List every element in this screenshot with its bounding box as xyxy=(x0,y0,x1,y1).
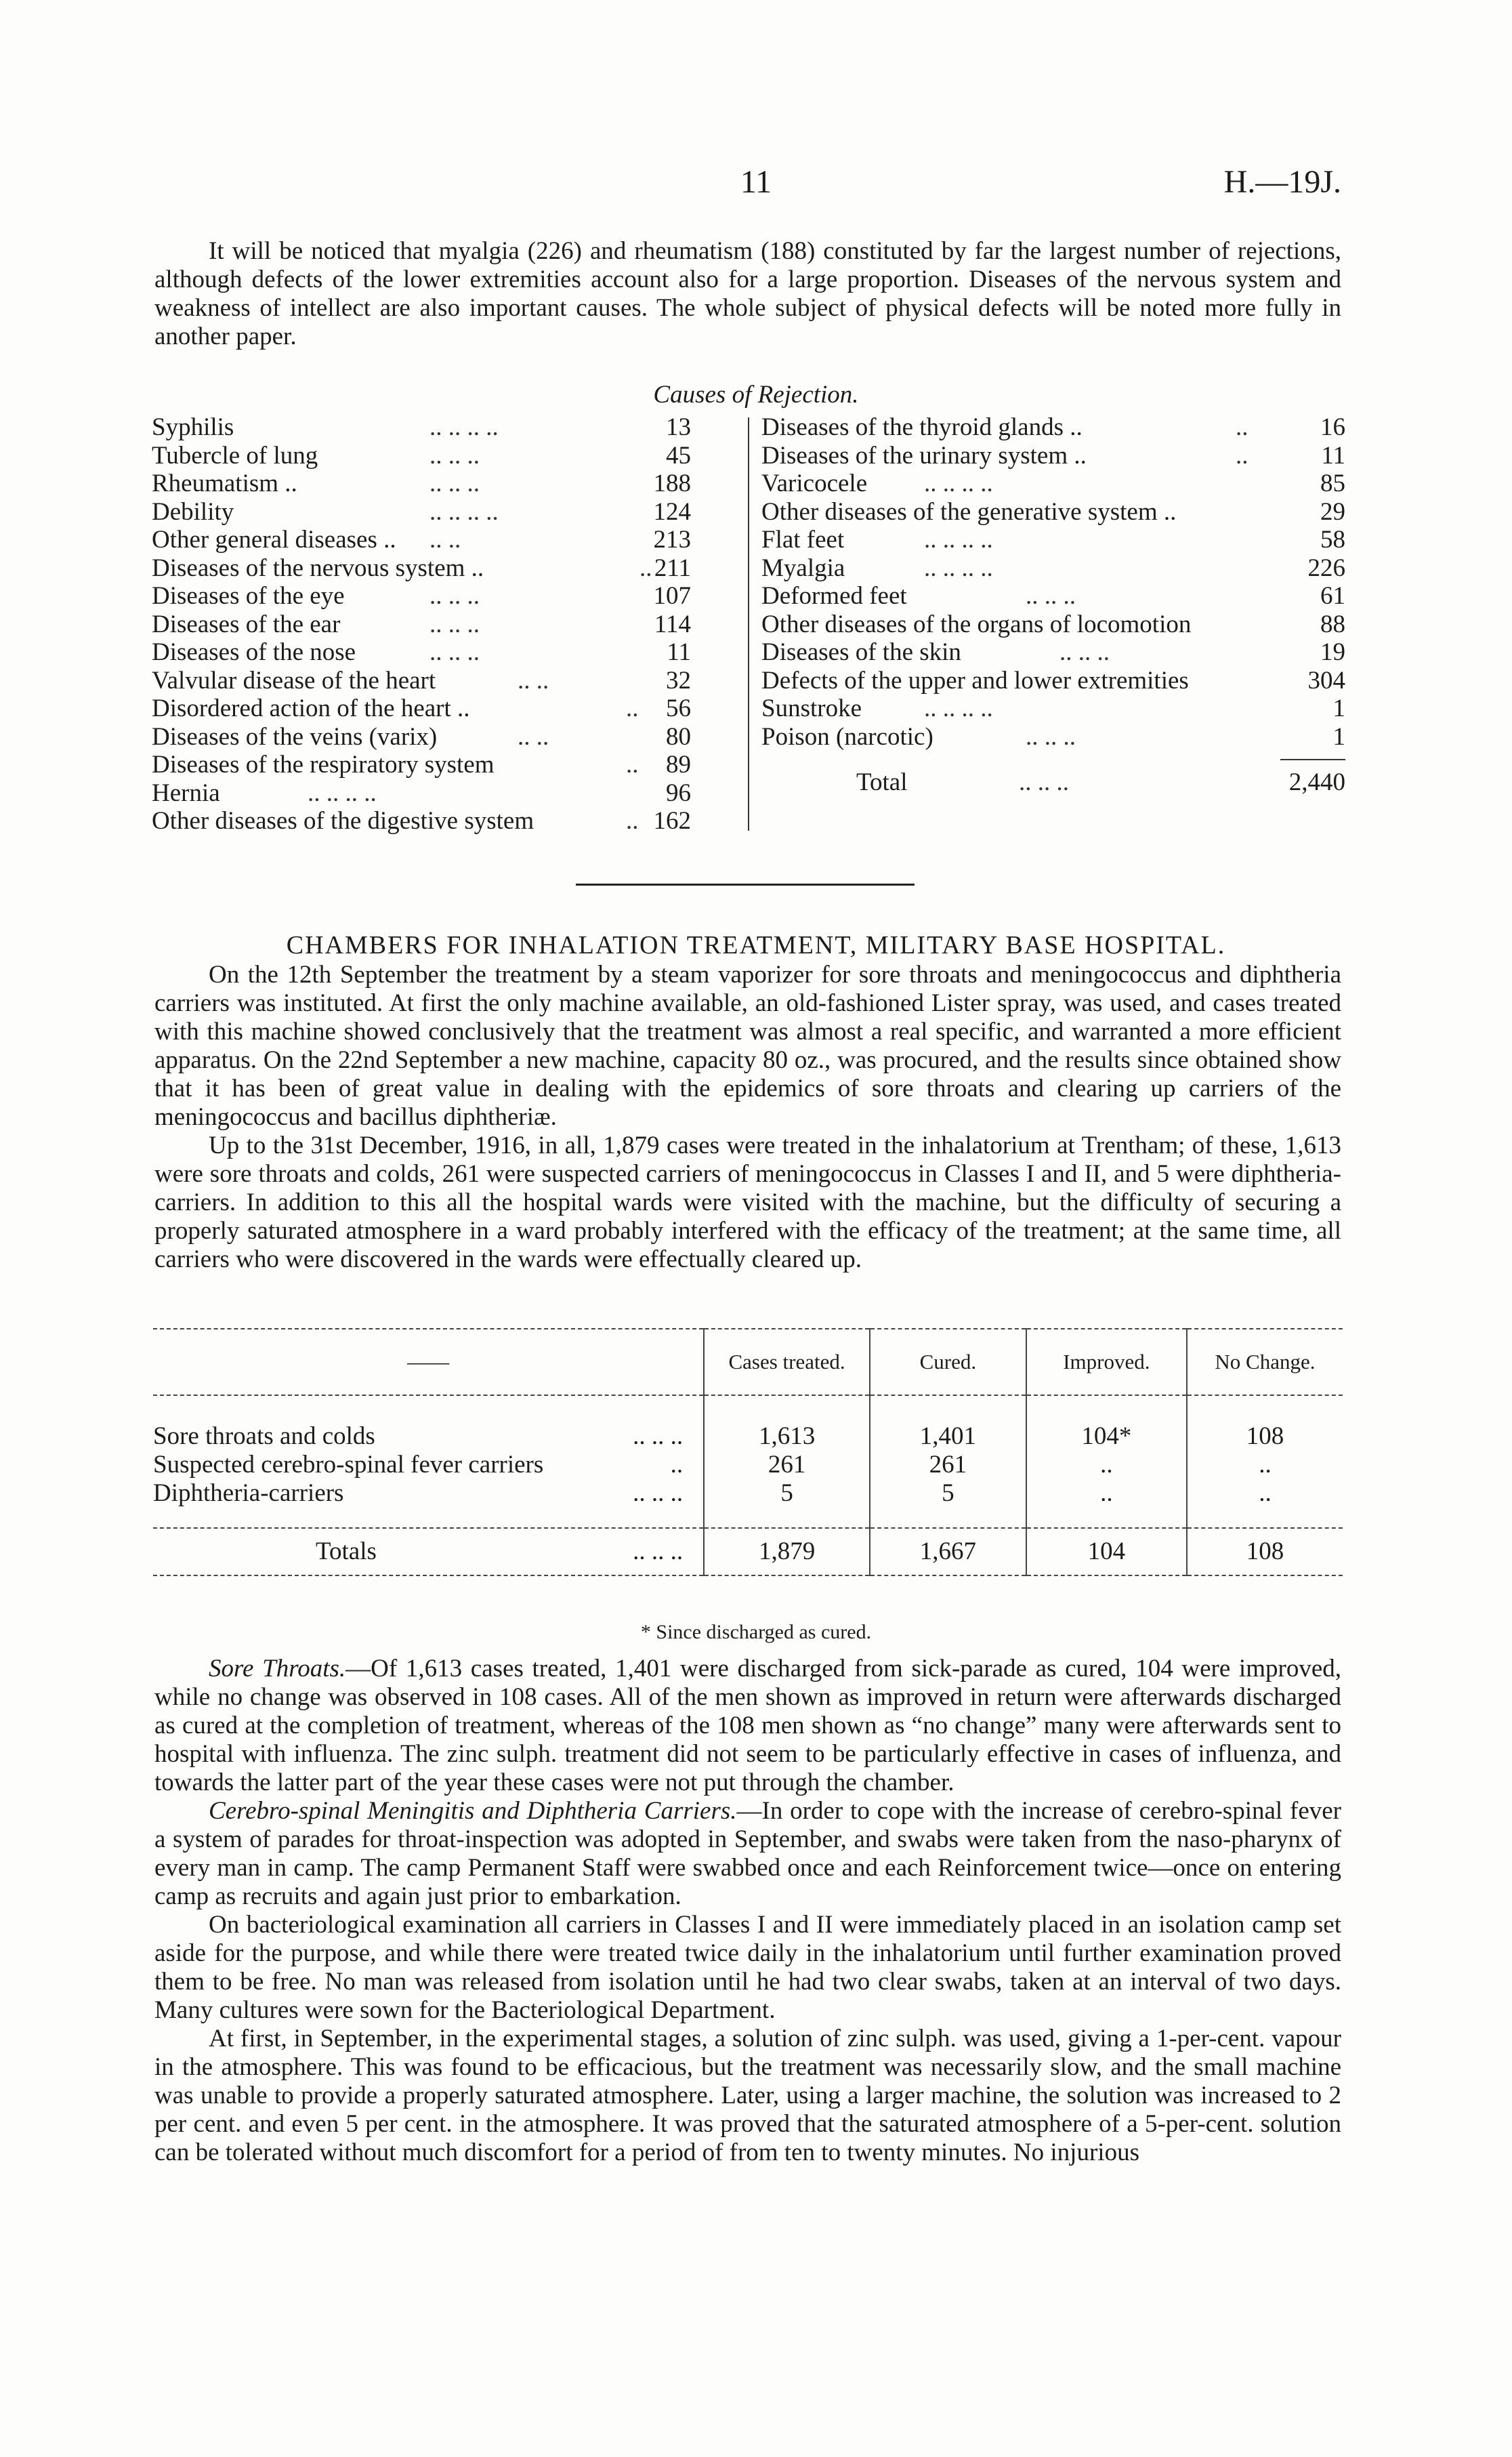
section-heading: CHAMBERS FOR INHALATION TREATMENT, MILITARY BASE HOSPITAL. xyxy=(286,931,1226,959)
cause-label: Diseases of the eye xyxy=(152,582,345,610)
cases-cell: 1,613 xyxy=(704,1422,870,1451)
cause-label: Valvular disease of the heart xyxy=(152,666,436,695)
header-blank: —— xyxy=(407,1350,450,1374)
cause-value: 226 xyxy=(1307,554,1345,582)
sore-throats-text: —Of 1,613 cases treated, 1,401 were discharged from sick-parade as cured, 104 were improved, while no change was observed in 108 cases. All of the men shown as improved in return were afterwards discharged as cured at the completion of treatment, whereas of the 108 men shown as “no change” many were afterwards sent to hospital with influenza. The zinc sulph. treatment did not seem to be particularly effective in cases of influenza, and towards the latter part of the year these cases were not put through the chamber. xyxy=(154,1655,1341,1796)
leader-dots: .. .. .. xyxy=(429,610,480,638)
cause-row xyxy=(761,582,1345,611)
leader-dots: .. .. .. xyxy=(633,1422,684,1450)
table-header-row xyxy=(153,1329,1343,1395)
cause-label: Tubercle of lung xyxy=(152,441,318,470)
paragraph-vaporizer: On the 12th September the treatment by a steam vaporizer for sore throats and meningococcus and diphtheria carriers was instituted. At first the only machine available, an old-fashioned Lister spray, was used, and cases treated with this machine showed conclusively that the treatment was almost a real specific, and warranted a more efficient apparatus. On the 22nd September a new machine, capacity 80 oz., was procured, and the results since obtained show that it has been of great value in dealing with the epidemics of sore throats and clearing up carriers of the meningococcus and bacillus diphtheriæ. xyxy=(154,961,1341,1131)
cause-label: Diseases of the skin xyxy=(761,638,961,666)
cause-value: 56 xyxy=(666,695,691,722)
total-rule xyxy=(1280,759,1345,760)
cause-value: 19 xyxy=(1320,638,1345,666)
section-divider xyxy=(576,884,915,886)
cause-value: 61 xyxy=(1320,582,1345,610)
paragraph-cerebro-spinal xyxy=(154,1797,1341,1911)
cause-row xyxy=(761,723,1345,751)
cause-label: Diseases of the urinary system .. xyxy=(761,441,1087,470)
header-improved: Improved. xyxy=(1026,1329,1187,1395)
total-row xyxy=(761,768,1345,797)
cerebro-spinal-title: Cerebro-spinal Meningitis and Diphtheria Carriers. xyxy=(209,1797,737,1825)
cause-label: Varicocele xyxy=(761,470,868,497)
leader-dots: .. .. .. .. xyxy=(429,497,499,526)
row-label-cell xyxy=(153,1451,704,1479)
totals-no-change-cell: 108 xyxy=(1187,1528,1343,1575)
cause-value: 124 xyxy=(653,497,691,526)
total-rule-row xyxy=(761,751,1345,768)
header-cured: Cured. xyxy=(870,1329,1026,1395)
improved-cell: 104* xyxy=(1026,1422,1187,1451)
leader-dots: .. .. xyxy=(518,666,549,695)
leader-dots: .. .. .. xyxy=(429,441,480,470)
row-label: Sore throats and colds xyxy=(153,1422,375,1450)
cause-row xyxy=(761,498,1345,526)
cause-label: Diseases of the nose xyxy=(152,638,356,666)
totals-cases-cell: 1,879 xyxy=(704,1528,870,1575)
cause-value: 16 xyxy=(1320,413,1345,441)
cause-value: 80 xyxy=(666,722,691,751)
cause-label: Poison (narcotic) xyxy=(761,722,933,751)
cause-row xyxy=(761,526,1345,554)
cause-row xyxy=(761,611,1345,639)
causes-left-column xyxy=(152,413,691,835)
totals-label: Totals xyxy=(316,1537,377,1565)
cerebro-spinal-text: —In order to cope with the increase of cerebro-spinal fever a system of parades for throat-inspection was adopted in September, and swabs were taken from the naso-pharynx of every man in camp. The camp Permanent Staff were swabbed once and each Reinforcement twice—once on entering camp as recruits and again just prior to embarkation. xyxy=(154,1797,1341,1910)
cause-label: Other diseases of the generative system .. xyxy=(761,497,1177,526)
cause-label: Other diseases of the organs of locomotion xyxy=(761,610,1192,638)
leader-dots: .. xyxy=(1236,441,1248,470)
paragraph-bacteriological: On bacteriological examination all carriers in Classes I and II were immediately placed in an isolation camp set aside for the purpose, and while there were treated twice daily in the inhalatorium until further examination proved them to be free. No man was released from isolation until he had two clear swabs, taken at an interval of two days. Many cultures were sown for the Bacteriological Department. xyxy=(154,1911,1341,2024)
cause-label: Diseases of the respiratory system xyxy=(152,751,495,779)
intro-paragraph: It will be noticed that myalgia (226) and rheumatism (188) constituted by far the largest number of rejections, although defects of the lower extremities account also for a large proportion. Diseases of the nervous system and weakness of intellect are also important causes. The whole subject of physical defects will be noted more fully in another paper. xyxy=(154,237,1341,350)
row-label: Diphtheria-carriers xyxy=(153,1479,344,1507)
improved-cell: .. xyxy=(1026,1479,1187,1508)
cured-cell: 261 xyxy=(870,1451,1026,1479)
cause-value: 58 xyxy=(1320,526,1345,554)
no-change-cell: .. xyxy=(1187,1479,1343,1508)
cases-cell: 5 xyxy=(704,1479,870,1508)
leader-dots: .. .. .. xyxy=(1059,638,1110,666)
leader-dots: .. xyxy=(1236,413,1248,441)
leader-dots: .. .. .. .. xyxy=(924,470,993,497)
cause-label: Diseases of the veins (varix) xyxy=(152,722,438,751)
causes-right-column xyxy=(761,413,1345,797)
leader-dots: .. .. .. xyxy=(1019,768,1069,796)
page-number: 11 xyxy=(740,164,772,200)
cause-row xyxy=(152,442,691,470)
header-cases-treated: Cases treated. xyxy=(704,1329,870,1395)
totals-cured-cell: 1,667 xyxy=(870,1528,1026,1575)
bottom-rule-row xyxy=(153,1575,1343,1578)
cause-row xyxy=(152,582,691,611)
cause-value: 11 xyxy=(1321,441,1345,470)
cause-row xyxy=(152,498,691,526)
paragraph-zinc-sulph: At first, in September, in the experimental stages, a solution of zinc sulph. was used, giving a 1-per-cent. vapour in the atmosphere. This was found to be efficacious, but the treatment was necessarily slow, and the small machine was unable to provide a properly saturated atmosphere. Later, using a larger machine, the solution was increased to 2 per cent. and even 5 per cent. in the atmosphere. It was proved that the saturated atmosphere of a 5-per-cent. solution can be tolerated without much discomfort for a period of from ten to twenty minutes. No injurious xyxy=(154,2025,1341,2166)
cause-value: 304 xyxy=(1307,666,1345,695)
cause-row xyxy=(152,638,691,667)
cause-value: 107 xyxy=(653,582,691,610)
cause-row xyxy=(761,667,1345,695)
cause-label: Diseases of the ear xyxy=(152,610,341,638)
cause-row xyxy=(761,638,1345,667)
column-divider xyxy=(748,417,749,831)
table-row xyxy=(153,1422,1343,1451)
cause-row xyxy=(152,526,691,554)
row-label-cell xyxy=(153,1479,704,1508)
cause-row xyxy=(152,667,691,695)
cured-cell: 1,401 xyxy=(870,1422,1026,1451)
leader-dots: .. .. xyxy=(429,526,461,554)
leader-dots: .. xyxy=(626,695,639,722)
totals-label-cell xyxy=(153,1528,704,1575)
leader-dots: .. .. .. .. xyxy=(924,554,993,582)
cause-row xyxy=(152,611,691,639)
table-row xyxy=(153,1451,1343,1479)
cause-label: Rheumatism .. xyxy=(152,470,297,497)
header-no-change: No Change. xyxy=(1187,1329,1343,1395)
treatment-results-table xyxy=(153,1328,1343,1578)
body-text xyxy=(154,961,1341,1274)
cause-value: 88 xyxy=(1320,610,1345,638)
cause-value: 162 xyxy=(653,807,691,835)
cured-cell: 5 xyxy=(870,1479,1026,1508)
cause-label: Syphilis xyxy=(152,413,234,441)
cause-value: 11 xyxy=(667,638,691,666)
no-change-cell: .. xyxy=(1187,1451,1343,1479)
leader-dots: .. xyxy=(670,1451,684,1479)
cause-row xyxy=(761,442,1345,470)
cause-row xyxy=(152,413,691,442)
cause-label: Other general diseases .. xyxy=(152,526,396,554)
sore-throats-title: Sore Throats. xyxy=(209,1655,346,1682)
cause-row xyxy=(152,695,691,723)
total-value: 2,440 xyxy=(1288,768,1345,796)
cause-row xyxy=(761,413,1345,442)
cause-value: 89 xyxy=(666,751,691,779)
total-label: Total xyxy=(856,768,908,796)
leader-dots: .. .. .. xyxy=(1026,722,1076,751)
table-row xyxy=(153,1479,1343,1508)
cause-label: Other diseases of the digestive system xyxy=(152,807,534,835)
leader-dots: .. .. xyxy=(518,722,549,751)
table-footnote: * Since discharged as cured. xyxy=(640,1621,872,1643)
cause-label: Diseases of the nervous system .. xyxy=(152,554,484,582)
cases-cell: 261 xyxy=(704,1451,870,1479)
cause-label: Debility xyxy=(152,497,234,526)
cause-value: 213 xyxy=(653,526,691,554)
cause-row xyxy=(152,751,691,779)
leader-dots: .. xyxy=(639,554,652,582)
leader-dots: .. .. .. xyxy=(429,470,480,497)
cause-value: 188 xyxy=(653,470,691,497)
cause-label: Sunstroke xyxy=(761,695,862,722)
cause-value: 85 xyxy=(1320,470,1345,497)
leader-dots: .. .. .. .. xyxy=(429,413,499,441)
leader-dots: .. .. .. .. xyxy=(924,526,993,554)
cause-value: 32 xyxy=(666,666,691,695)
cause-label: Myalgia xyxy=(761,554,845,582)
leader-dots: .. xyxy=(626,751,639,779)
cause-label: Defects of the upper and lower extremities xyxy=(761,666,1189,695)
cause-row xyxy=(152,807,691,835)
cause-row xyxy=(761,695,1345,723)
cause-row xyxy=(152,723,691,751)
leader-dots: .. .. .. .. xyxy=(308,779,377,807)
cause-row xyxy=(761,554,1345,583)
cause-value: 96 xyxy=(666,779,691,807)
leader-dots: .. .. .. xyxy=(429,638,480,666)
leader-dots: .. xyxy=(626,807,639,835)
cause-value: 13 xyxy=(666,413,691,441)
cause-row xyxy=(761,470,1345,498)
row-label: Suspected cerebro-spinal fever carriers xyxy=(153,1451,544,1479)
cause-label: Diseases of the thyroid glands .. xyxy=(761,413,1083,441)
cause-label: Flat feet xyxy=(761,526,845,554)
body-text-lower xyxy=(154,1655,1341,2167)
cause-label: Hernia xyxy=(152,779,220,807)
leader-dots: .. .. .. xyxy=(633,1537,684,1565)
cause-row xyxy=(152,554,691,583)
paragraph-sore-throats xyxy=(154,1655,1341,1797)
cause-value: 29 xyxy=(1320,497,1345,526)
cause-value: 1 xyxy=(1332,722,1345,751)
causes-caption: Causes of Rejection. xyxy=(653,381,859,409)
leader-dots: .. .. .. .. xyxy=(924,695,993,722)
leader-dots: .. .. .. xyxy=(633,1479,684,1507)
spacer-row xyxy=(153,1395,1343,1422)
leader-dots: .. .. .. xyxy=(1026,582,1076,610)
paragraph-cases: Up to the 31st December, 1916, in all, 1,879 cases were treated in the inhalatorium at Trentham; of these, 1,613 were sore throats and colds, 261 were suspected carriers of meningococcus in Classes I and II, and 5 were diphtheria-carriers. In addition to this all the hospital wards were visited with the machine, but the difficulty of securing a properly saturated atmosphere in a ward probably interfered with the efficacy of the treatment; at the same time, all carriers who were discovered in the wards were effectually cleared up. xyxy=(154,1132,1341,1273)
cause-label: Disordered action of the heart .. xyxy=(152,695,470,722)
spacer-row xyxy=(153,1508,1343,1528)
cause-row xyxy=(152,470,691,498)
cause-row xyxy=(152,779,691,808)
totals-row xyxy=(153,1528,1343,1575)
cause-value: 114 xyxy=(654,610,691,638)
row-label-cell xyxy=(153,1422,704,1451)
improved-cell: .. xyxy=(1026,1451,1187,1479)
cause-value: 1 xyxy=(1332,695,1345,722)
document-reference: H.—19J. xyxy=(1223,164,1341,200)
cause-value: 211 xyxy=(654,554,691,582)
cause-label: Deformed feet xyxy=(761,582,907,610)
causes-of-rejection-table xyxy=(152,413,1345,844)
totals-improved-cell: 104 xyxy=(1026,1528,1187,1575)
no-change-cell: 108 xyxy=(1187,1422,1343,1451)
leader-dots: .. .. .. xyxy=(429,582,480,610)
cause-value: 45 xyxy=(666,441,691,470)
